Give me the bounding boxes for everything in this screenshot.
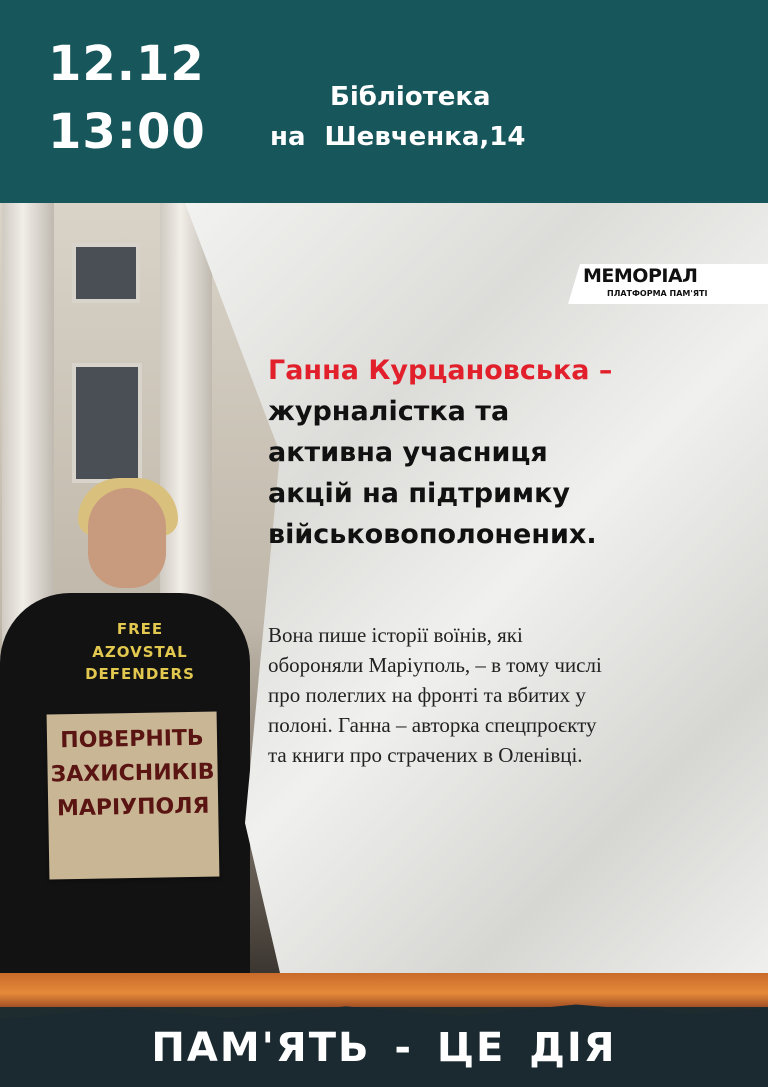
sign-line: ЗАХИСНИКІВ xyxy=(50,759,215,788)
person-face xyxy=(88,488,166,588)
building-window xyxy=(72,363,142,483)
venue-line-2: на Шевченка,14 xyxy=(270,122,526,152)
headline-line: військовополонених. xyxy=(268,519,597,550)
building-window xyxy=(72,243,140,303)
description-line: обороняли Маріуполь, – в тому числі xyxy=(268,653,602,677)
event-date: 12.12 xyxy=(48,36,205,92)
protest-sign xyxy=(47,712,220,880)
sign-line: МАРІУПОЛЯ xyxy=(56,793,210,822)
description-line: полоні. Ганна – авторка спецпроєкту xyxy=(268,713,597,737)
shirt-line: DEFENDERS xyxy=(85,665,195,683)
crumpled-paper-panel xyxy=(185,203,768,973)
event-time: 13:00 xyxy=(48,104,206,160)
shirt-line: AZOVSTAL xyxy=(92,642,188,661)
event-header xyxy=(0,0,768,203)
headline-line: журналістка та xyxy=(268,396,510,427)
memorial-logo-name: МЕМОРІАЛ xyxy=(583,265,698,287)
shirt-print xyxy=(60,618,220,686)
memorial-logo-tagline: ПЛАТФОРМА ПАМ'ЯТІ xyxy=(607,289,708,298)
description-line: та книги про страчених в Оленівці. xyxy=(268,743,583,767)
description xyxy=(268,620,738,770)
shirt-line: FREE xyxy=(116,620,164,638)
sunset-sky xyxy=(0,973,768,1007)
headline-line: активна учасниця xyxy=(268,437,548,468)
slogan: ПАМ'ЯТЬ - ЦЕ ДІЯ xyxy=(151,1025,617,1071)
headline-name: Ганна Курцановська – xyxy=(268,355,613,386)
description-line: Вона пише історії воїнів, які xyxy=(268,623,523,647)
headline xyxy=(268,350,748,555)
venue-line-1: Бібліотека xyxy=(330,82,491,112)
description-line: про полеглих на фронті та вбитих у xyxy=(268,683,586,707)
sign-line: ПОВЕРНІТЬ xyxy=(60,725,204,754)
headline-line: акцій на підтримку xyxy=(268,478,571,509)
